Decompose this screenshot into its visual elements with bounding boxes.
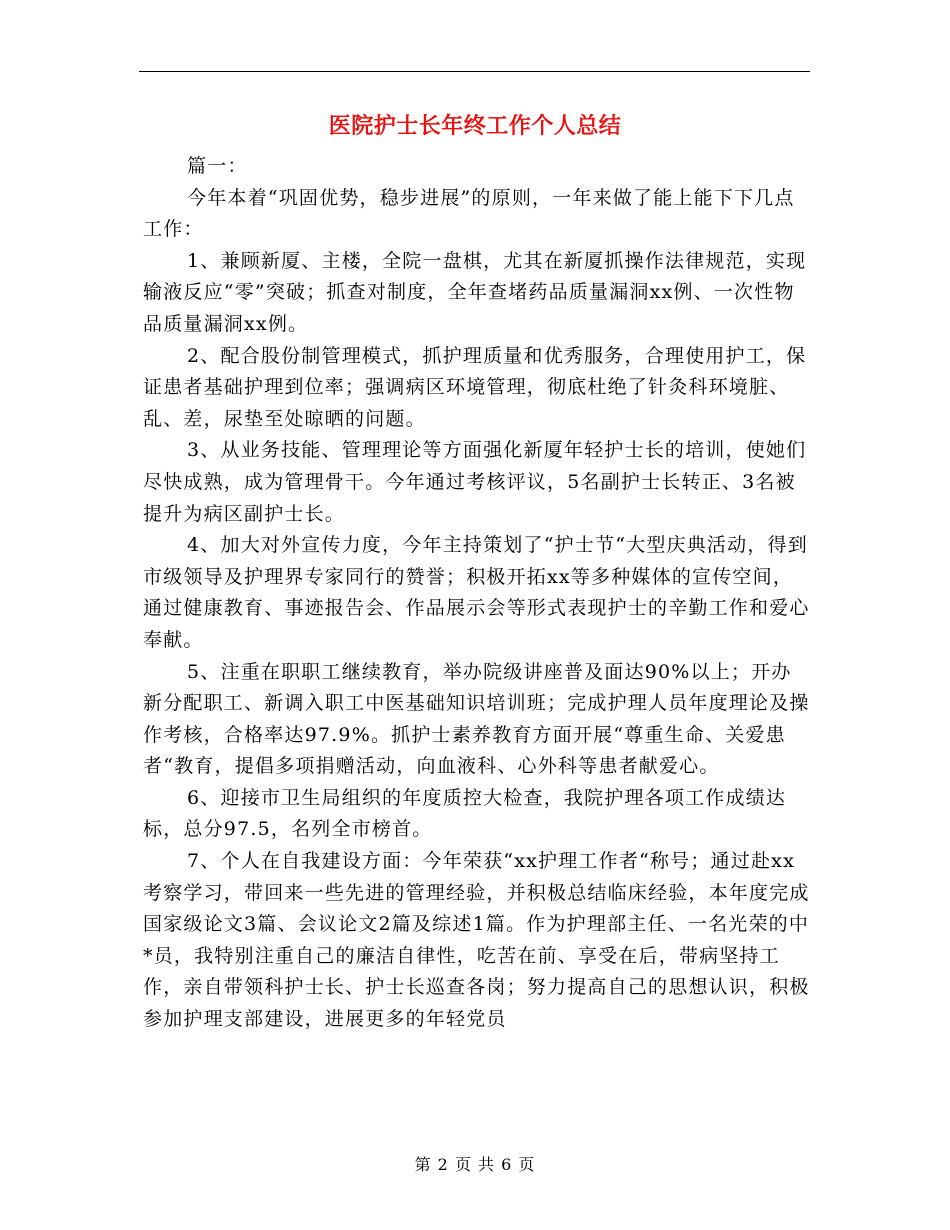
header-rule (139, 71, 810, 72)
page-number: 第 2 页 共 6 页 (414, 1155, 536, 1174)
document-body (143, 151, 811, 1036)
paragraph-item-3: 3、从业务技能、管理理论等方面强化新厦年轻护士长的培训，使她们尽快成熟，成为管理骨干。今年通过考核评议，5名副护士长转正、3名被提升为病区副护士长。 (143, 439, 807, 525)
section-heading: 篇一： (187, 155, 248, 177)
paragraph-item-1: 1、兼顾新厦、主楼，全院一盘棋，尤其在新厦抓操作法律规范，实现输液反应“零”突破；抓查对制度，全年查堵药品质量漏洞xx例、一次性物品质量漏洞xx例。 (143, 249, 807, 335)
paragraph-item-7: 7、个人在自我建设方面：今年荣获“xx护理工作者“称号；通过赴xx考察学习，带回来一些先进的管理经验，并积极总结临床经验，本年度完成国家级论文3篇、会议论文2篇及综述1篇。作为护理部主任、一名光荣的中*员，我特别注重自己的廉洁自律性，吃苦在前、享受在后，带病坚持工作，亲自带领科护士长、护士长巡查各岗；努力提高自己的思想认识，积极参加护理支部建设，进展更多的年轻党员 (143, 850, 810, 1031)
paragraph-item-4: 4、加大对外宣传力度，今年主持策划了“护士节“大型庆典活动，得到市级领导及护理界专家同行的赞誉；积极开拓xx等多种媒体的宣传空间，通过健康教育、事迹报告会、作品展示会等形式表现护士的辛勤工作和爱心奉献。 (143, 534, 810, 651)
paragraph-item-2: 2、配合股份制管理模式，抓护理质量和优秀服务，合理使用护工，保证患者基础护理到位率；强调病区环境管理，彻底杜绝了针灸科环境脏、乱、差，尿垫至处晾晒的问题。 (143, 344, 807, 430)
paragraph-item-6: 6、迎接市卫生局组织的年度质控大检查，我院护理各项工作成绩达标，总分97.5，名列全市榜首。 (143, 786, 787, 841)
intro-paragraph: 今年本着“巩固优势，稳步进展”的原则，一年来做了能上能下下几点工作： (143, 186, 795, 241)
document-title: 医院护士长年终工作个人总结 (328, 113, 622, 139)
paragraph-item-5: 5、注重在职职工继续教育，举办院级讲座普及面达90%以上；开办新分配职工、新调入职工中医基础知识培训班；完成护理人员年度理论及操作考核，合格率达97.9%。抓护士素养教育方面开展“尊重生命、关爱患者“教育，提倡多项捐赠活动，向血液科、心外科等患者献爱心。 (143, 660, 810, 778)
